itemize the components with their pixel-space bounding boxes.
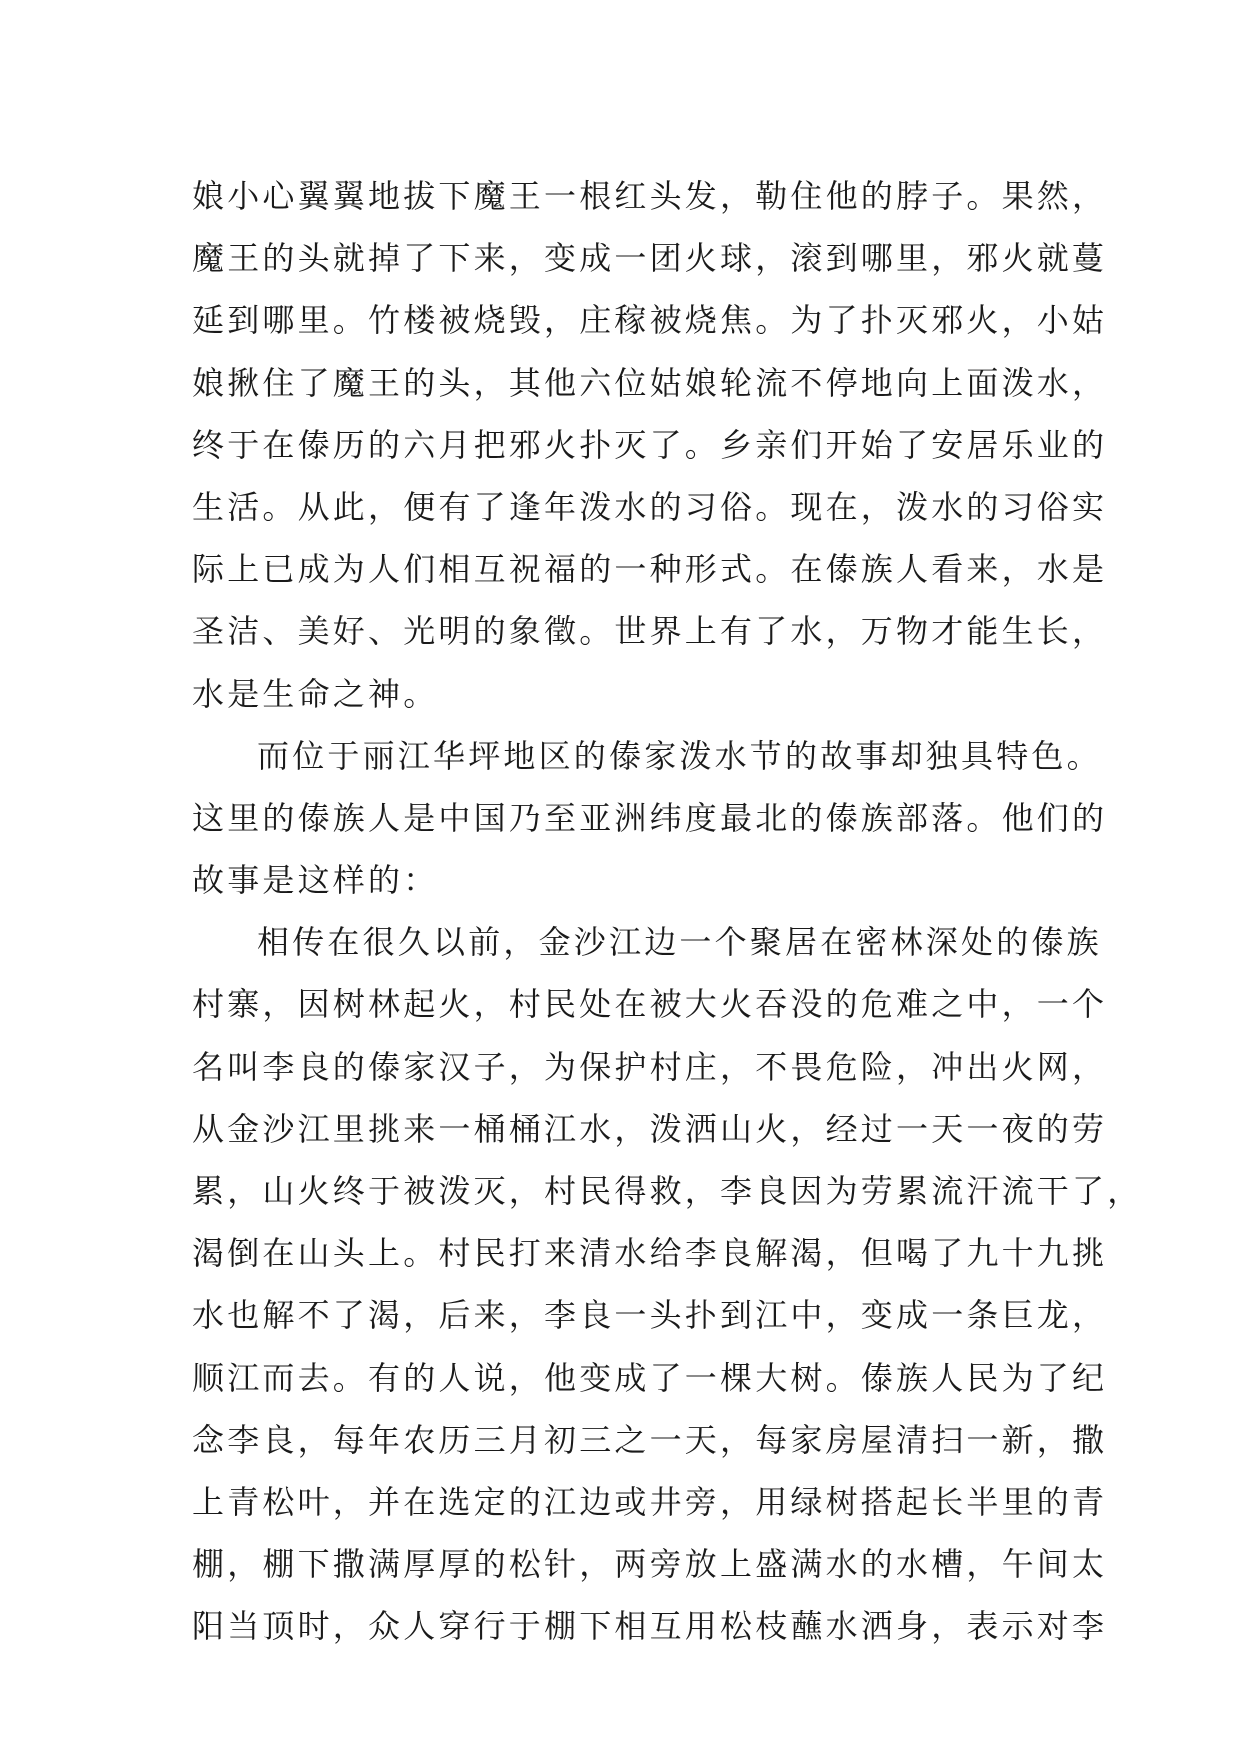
text-line-5: 终于在傣历的六月把邪火扑灭了。乡亲们开始了安居乐业的 bbox=[192, 425, 1108, 464]
text-line-16: 从金沙江里挑来一桶桶江水，泼洒山火，经过一天一夜的劳 bbox=[192, 1109, 1108, 1148]
text-line-17: 累，山火终于被泼灭，村民得救，李良因为劳累流汗流干了， bbox=[192, 1172, 1143, 1210]
document-body bbox=[192, 165, 1143, 1658]
text-line-11: 这里的傣族人是中国乃至亚洲纬度最北的傣族部落。他们的 bbox=[192, 798, 1108, 837]
text-line-8: 圣洁、美好、光明的象徵。世界上有了水，万物才能生长， bbox=[192, 612, 1108, 651]
text-line-13: 相传在很久以前，金沙江边一个聚居在密林深处的傣族 bbox=[257, 923, 1102, 962]
text-line-6: 生活。从此，便有了逢年泼水的习俗。现在，泼水的习俗实 bbox=[192, 487, 1108, 526]
text-line-2: 魔王的头就掉了下来，变成一团火球，滚到哪里，邪火就蔓 bbox=[192, 239, 1108, 278]
text-line-7: 际上已成为人们相互祝福的一种形式。在傣族人看来，水是 bbox=[192, 550, 1108, 589]
text-line-3: 延到哪里。竹楼被烧毁，庄稼被烧焦。为了扑灭邪火，小姑 bbox=[192, 301, 1108, 340]
text-line-15: 名叫李良的傣家汉子，为保护村庄，不畏危险，冲出火网， bbox=[192, 1047, 1108, 1086]
text-line-4: 娘揪住了魔王的头，其他六位姑娘轮流不停地向上面泼水， bbox=[192, 363, 1108, 402]
text-line-22: 上青松叶，并在选定的江边或井旁，用绿树搭起长半里的青 bbox=[192, 1482, 1108, 1521]
text-line-23: 棚，棚下撒满厚厚的松针，两旁放上盛满水的水槽，午间太 bbox=[192, 1545, 1108, 1584]
text-line-14: 村寨，因树林起火，村民处在被大火吞没的危难之中，一个 bbox=[192, 985, 1108, 1024]
text-line-21: 念李良，每年农历三月初三之一天，每家房屋清扫一新，撒 bbox=[192, 1420, 1108, 1459]
text-line-18: 渴倒在山头上。村民打来清水给李良解渴，但喝了九十九挑 bbox=[192, 1234, 1108, 1273]
text-line-24: 阳当顶时，众人穿行于棚下相互用松枝蘸水洒身，表示对李 bbox=[192, 1607, 1108, 1646]
text-line-12: 故事是这样的： bbox=[192, 861, 439, 900]
text-line-9: 水是生命之神。 bbox=[192, 674, 439, 713]
text-line-1: 娘小心翼翼地拔下魔王一根红头发，勒住他的脖子。果然， bbox=[192, 177, 1108, 215]
text-line-20: 顺江而去。有的人说，他变成了一棵大树。傣族人民为了纪 bbox=[192, 1358, 1108, 1397]
text-line-19: 水也解不了渴，后来，李良一头扑到江中，变成一条巨龙， bbox=[192, 1296, 1108, 1335]
text-line-10: 而位于丽江华坪地区的傣家泼水节的故事却独具特色。 bbox=[257, 736, 1102, 775]
